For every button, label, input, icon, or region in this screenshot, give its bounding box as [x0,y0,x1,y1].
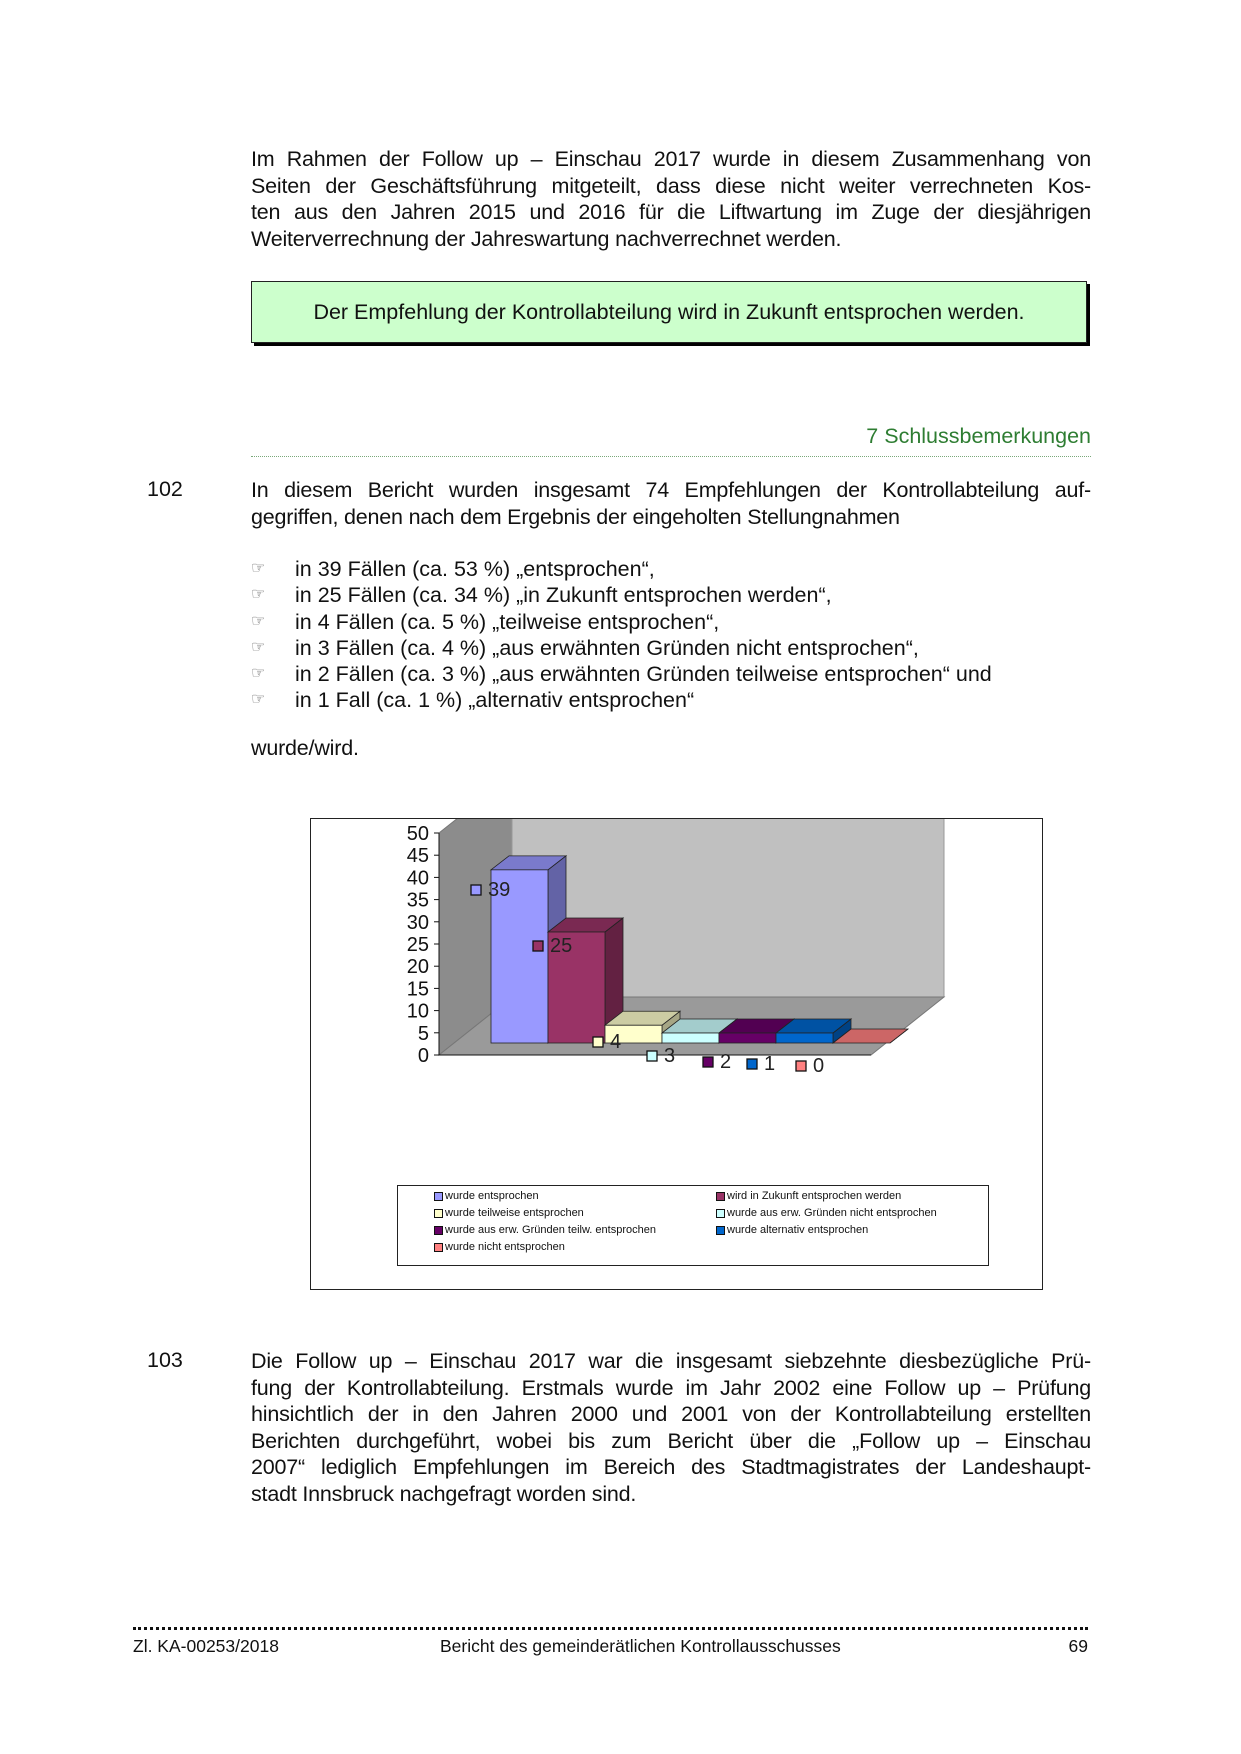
paragraph-102 [251,477,1091,530]
pointing-hand-icon: ☞ [251,638,266,656]
section-heading: 7 Schlussbemerkungen [866,424,1091,448]
legend-swatch [434,1209,443,1218]
text-line: Weiterverrechnung der Jahreswartung nachverrechnet werden. [251,226,842,251]
text-line: fung der Kontrollabteilung. Erstmals wurde im Jahr 2002 eine Follow up – Prüfung [251,1375,1091,1400]
footer-reference: Zl. KA-00253/2018 [133,1636,279,1656]
data-label: 39 [488,879,511,901]
text-line: wurde/wird. [251,736,359,760]
chart-plot-group [407,819,944,1077]
legend-label: wurde nicht entsprochen [445,1241,565,1253]
list-item-text: in 2 Fällen (ca. 3 %) „aus erwähnten Gründen teilweise entsprochen“ und [295,662,992,687]
legend-entry [434,1207,584,1219]
legend-swatch [434,1243,443,1252]
y-tick-label: 5 [417,1022,429,1045]
pointing-hand-icon: ☞ [251,665,266,683]
y-tick-label: 30 [406,911,429,934]
text-line: gegriffen, denen nach dem Ergebnis der eingeholten Stellungnahmen [251,504,900,529]
legend-label: wird in Zukunft entsprochen werden [727,1190,902,1202]
chart-container [310,818,1043,1290]
list-item-text: in 4 Fällen (ca. 5 %) „teilweise entsprochen“, [295,609,720,634]
data-label: 25 [550,935,573,957]
list-item-text: in 3 Fällen (ca. 4 %) „aus erwähnten Gründen nicht entsprochen“, [295,635,919,660]
data-label-swatch [647,1051,657,1061]
legend-swatch [434,1192,443,1201]
data-label: 4 [610,1031,622,1053]
text-line: ten aus den Jahren 2015 und 2016 für die Liftwartung im Zuge der diesjährigen [251,200,1091,224]
list-item-text: in 25 Fällen (ca. 34 %) „in Zukunft entsprochen werden“, [295,583,832,608]
text-line: 2007“ lediglich Empfehlungen im Bereich des Stadtmagistrates der Landeshaupt- [251,1455,1091,1479]
pointing-hand-icon: ☞ [251,586,266,604]
text-line: Die Follow up – Einschau 2017 war die insgesamt siebzehnte diesbezügliche Prü- [251,1349,1091,1373]
y-tick-label: 40 [406,867,429,890]
list-item [251,635,992,661]
legend-entry [434,1241,565,1253]
list-item-text: in 39 Fällen (ca. 53 %) „entsprochen“, [295,557,655,581]
chart-legend [397,1185,989,1266]
legend-label: wurde alternativ entsprochen [727,1224,869,1236]
data-label-swatch [533,941,543,951]
data-label: 1 [764,1053,776,1075]
data-label-swatch [471,885,481,895]
pointing-hand-icon: ☞ [251,691,266,709]
intro-paragraph [251,146,1091,252]
y-tick-label: 50 [406,823,429,845]
y-tick-label: 20 [406,956,429,979]
footer-page-number: 69 [1068,1636,1088,1656]
legend-swatch [716,1192,725,1201]
text-line: In diesem Bericht wurden insgesamt 74 Empfehlungen der Kontrollabteilung auf- [251,478,1091,502]
list-item [251,609,992,635]
text-line: hinsichtlich der in den Jahren 2000 und 2001 von der Kontrollabteilung erstellten [251,1402,1091,1426]
list-item-text: in 1 Fall (ca. 1 %) „alternativ entsprochen“ [295,688,695,713]
pointing-hand-icon: ☞ [251,612,266,630]
text-line: Im Rahmen der Follow up – Einschau 2017 wurde in diesem Zusammenhang von [251,147,1091,171]
data-label-swatch [747,1059,757,1069]
legend-entry [434,1224,656,1236]
data-label: 0 [813,1055,825,1077]
pointing-hand-icon: ☞ [251,560,266,577]
legend-label: wurde aus erw. Gründen teilw. entsprochen [445,1224,656,1236]
legend-swatch [434,1226,443,1235]
bullet-list [251,556,992,714]
recommendation-text: Der Empfehlung der Kontrollabteilung wird in Zukunft entsprochen werden. [313,299,1025,324]
bar-front [662,1033,719,1043]
paragraph-number-102: 102 [147,477,183,501]
footer-divider [133,1627,1088,1630]
list-item [251,556,992,582]
heading-divider [251,456,1091,457]
paragraph-number-103: 103 [147,1348,183,1372]
list-item [251,687,992,713]
text-line: Berichten durchgeführt, wobei bis zum Bericht über die „Follow up – Einschau [251,1428,1091,1453]
recommendation-box [251,281,1087,343]
list-item [251,661,992,687]
legend-entry [716,1224,868,1236]
legend-swatch [716,1209,725,1218]
legend-entry [716,1207,937,1219]
y-tick-label: 10 [406,1000,429,1023]
data-label-swatch [796,1061,806,1071]
bar-front [719,1033,776,1043]
data-label: 2 [720,1051,732,1073]
legend-label: wurde aus erw. Gründen nicht entsprochen [727,1207,937,1219]
text-line: stadt Innsbruck nachgefragt worden sind. [251,1481,637,1506]
legend-entry [434,1190,539,1202]
y-tick-label: 15 [406,978,429,1001]
y-tick-label: 35 [406,889,429,912]
y-tick-label: 0 [417,1045,429,1067]
data-label-swatch [593,1037,603,1047]
closing-text [251,735,1091,762]
y-tick-label: 45 [406,845,429,868]
legend-label: wurde teilweise entsprochen [445,1207,584,1219]
bar-front [776,1033,833,1043]
legend-entry [716,1190,901,1202]
y-tick-label: 25 [406,934,429,956]
paragraph-103 [251,1348,1091,1507]
text-line: Seiten der Geschäftsführung mitgeteilt, dass diese nicht weiter verrechneten Kos- [251,173,1091,198]
data-label: 3 [664,1045,676,1067]
legend-label: wurde entsprochen [445,1190,539,1202]
footer-title: Bericht des gemeinderätlichen Kontrollausschusses [440,1636,841,1656]
legend-swatch [716,1226,725,1235]
list-item [251,582,992,608]
data-label-swatch [703,1057,713,1067]
